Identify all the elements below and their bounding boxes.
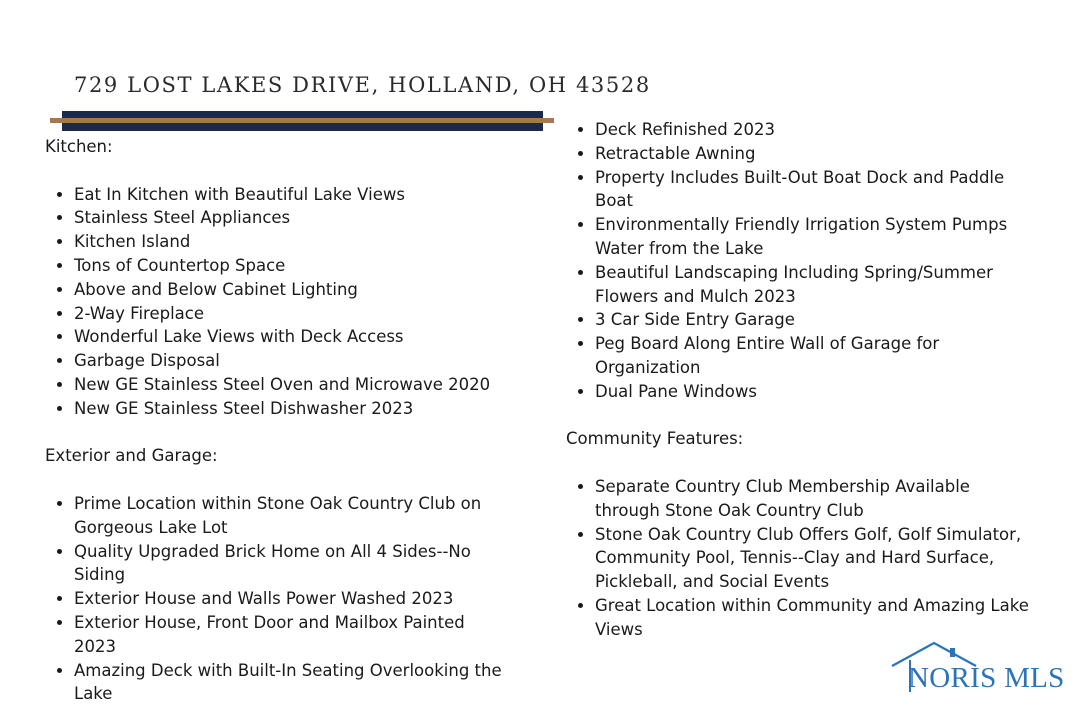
list-item: • Peg Board Along Entire Wall of Garage for Organization — [595, 332, 1036, 380]
list-item: • Garbage Disposal — [74, 349, 505, 373]
list-item: • Prime Location within Stone Oak Country Club on Gorgeous Lake Lot — [74, 492, 505, 540]
list-item: • Deck Refinished 2023 — [595, 118, 1036, 142]
community-heading: Community Features: — [566, 429, 744, 449]
list-item: • Separate Country Club Membership Available through Stone Oak Country Club — [595, 475, 1036, 523]
exterior-continued-list — [566, 118, 1036, 404]
page-title: 729 LOST LAKES DRIVE, HOLLAND, OH 43528 — [74, 73, 651, 97]
noris-mls-logo — [888, 640, 1068, 700]
list-item: • Beautiful Landscaping Including Spring/Summer Flowers and Mulch 2023 — [595, 261, 1036, 309]
list-item: • Property Includes Built-Out Boat Dock and Paddle Boat — [595, 166, 1036, 214]
logo-text: NORIS MLS — [908, 662, 1065, 694]
list-item: • Retractable Awning — [595, 142, 1036, 166]
list-item: • Exterior House and Walls Power Washed 2023 — [74, 587, 505, 611]
title-underline-gold-bar — [50, 118, 554, 123]
list-item: • Eat In Kitchen with Beautiful Lake Views — [74, 183, 505, 207]
list-item: • Stone Oak Country Club Offers Golf, Golf Simulator, Community Pool, Tennis--Clay and Hard Surface, Pickleball, and Social Events — [595, 523, 1036, 594]
list-item: • 2-Way Fireplace — [74, 302, 505, 326]
kitchen-list — [45, 183, 505, 421]
exterior-heading: Exterior and Garage: — [45, 446, 218, 466]
list-item: • Wonderful Lake Views with Deck Access — [74, 325, 505, 349]
left-column — [45, 135, 505, 706]
kitchen-heading: Kitchen: — [45, 137, 113, 156]
list-item: • Amazing Deck with Built-In Seating Overlooking the Lake — [74, 659, 505, 707]
list-item: • Environmentally Friendly Irrigation System Pumps Water from the Lake — [595, 213, 1036, 261]
list-item: • New GE Stainless Steel Oven and Microwave 2020 — [74, 373, 505, 397]
community-list — [566, 475, 1036, 642]
list-item: • Exterior House, Front Door and Mailbox Painted 2023 — [74, 611, 505, 659]
list-item: • Tons of Countertop Space — [74, 254, 505, 278]
list-item: • New GE Stainless Steel Dishwasher 2023 — [74, 397, 505, 421]
exterior-list — [45, 492, 505, 706]
list-item: • Dual Pane Windows — [595, 380, 1036, 404]
list-item: • Great Location within Community and Amazing Lake Views — [595, 594, 1036, 642]
list-item: • Quality Upgraded Brick Home on All 4 Sides--No Siding — [74, 540, 505, 588]
list-item: • 3 Car Side Entry Garage — [595, 308, 1036, 332]
list-item: • Stainless Steel Appliances — [74, 206, 505, 230]
right-column — [566, 118, 1036, 642]
list-item: • Kitchen Island — [74, 230, 505, 254]
list-item: • Above and Below Cabinet Lighting — [74, 278, 505, 302]
